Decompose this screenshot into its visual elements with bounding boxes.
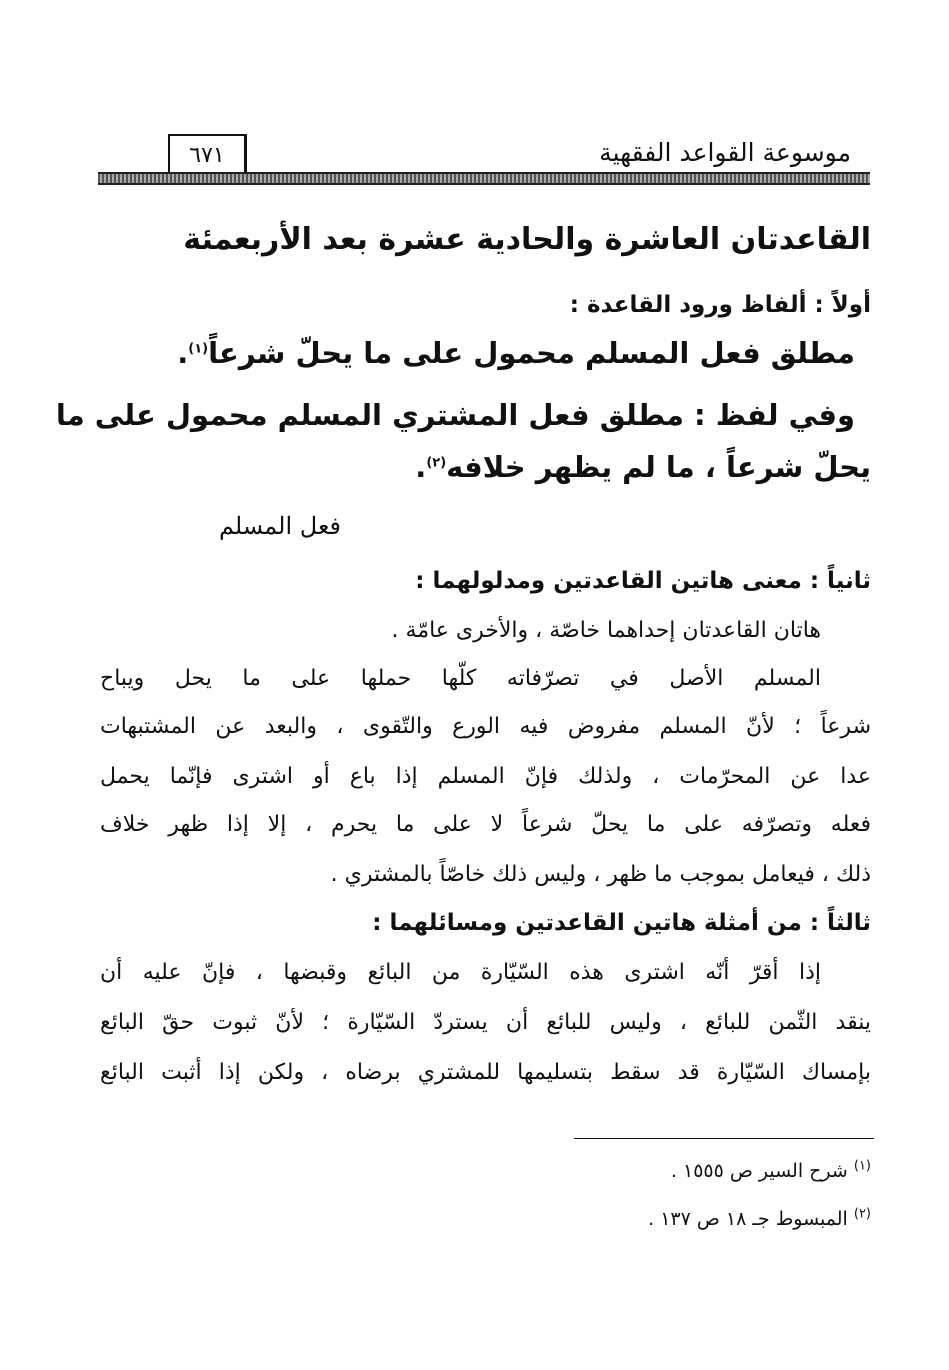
rule2-line2 <box>415 450 871 484</box>
part3-heading: ثالثاً : من أمثلة هاتين القاعدتين ومسائلهما : <box>372 910 871 936</box>
page-number: ٦٧١ <box>168 134 246 176</box>
footnote-2-text: المبسوط جـ ١٨ ص ١٣٧ . <box>648 1208 848 1230</box>
footnote-divider <box>574 1138 874 1139</box>
rule2-end: . <box>415 450 427 484</box>
part2-line-1: هاتان القاعدتان إحداهما خاصّة ، والأخرى عامّة . <box>391 618 821 643</box>
part2-line-6: ذلك ، فيعامل بموجب ما ظهر ، وليس ذلك خاصّاً بالمشتري . <box>330 862 871 887</box>
rule2-text: يحلّ شرعاً ، ما لم يظهر خلافه <box>446 450 871 484</box>
footnote-2 <box>648 1208 871 1230</box>
rule1 <box>177 336 855 370</box>
footnote-2-marker: (٢) <box>853 1206 871 1222</box>
part3-line-2: ينقد الثّمن للبائع ، وليس للبائع أن يستردّ السّيّارة ؛ لأنّ ثبوت حقّ البائع <box>100 1010 871 1035</box>
part2-line-3: شرعاً ؛ لأنّ المسلم مفروض فيه الورع والتّقوى ، والبعد عن المشتبهات <box>100 714 871 739</box>
footnote-1 <box>671 1160 871 1182</box>
running-header-title: موسوعة القواعد الفقهية <box>599 138 851 167</box>
part2-line-2: المسلم الأصل في تصرّفاته كلّها حملها على ما يحل ويباح <box>100 666 821 691</box>
section-title: القاعدتان العاشرة والحادية عشرة بعد الأربعمئة <box>183 222 871 257</box>
rule2-footnote-marker: (٢) <box>426 455 447 471</box>
rule1-text: مطلق فعل المسلم محمول على ما يحلّ شرعاً <box>208 336 855 370</box>
footnote-1-marker: (١) <box>853 1158 871 1174</box>
part3-line-1: إذا أقرّ أنّه اشترى هذه السّيّارة من البائع وقبضها ، فإنّ عليه أن <box>100 960 821 985</box>
header-divider <box>98 172 870 185</box>
rule1-end: . <box>177 336 189 370</box>
rule2-line1: وفي لفظ : مطلق فعل المشتري المسلم محمول على ما <box>55 398 855 432</box>
part3-line-3: بإمساك السّيّارة قد سقط بتسليمها للمشتري برضاه ، ولكن إذا أثبت البائع <box>100 1060 871 1085</box>
footnote-1-text: شرح السير ص ١٥٥٥ . <box>670 1160 848 1182</box>
handwritten-annotation: فعل المسلم <box>218 512 341 540</box>
rule1-footnote-marker: (١) <box>188 341 209 357</box>
part1-heading: أولاً : ألفاظ ورود القاعدة : <box>569 292 871 318</box>
part2-line-5: فعله وتصرّفه على ما يحلّ شرعاً لا على ما يحرم ، إلا إذا ظهر خلاف <box>100 812 871 837</box>
part2-line-4: عدا عن المحرّمات ، ولذلك فإنّ المسلم إذا باع أو اشترى فإنّما يحمل <box>100 764 871 789</box>
part2-heading: ثانياً : معنى هاتين القاعدتين ومدلولهما : <box>415 568 871 594</box>
